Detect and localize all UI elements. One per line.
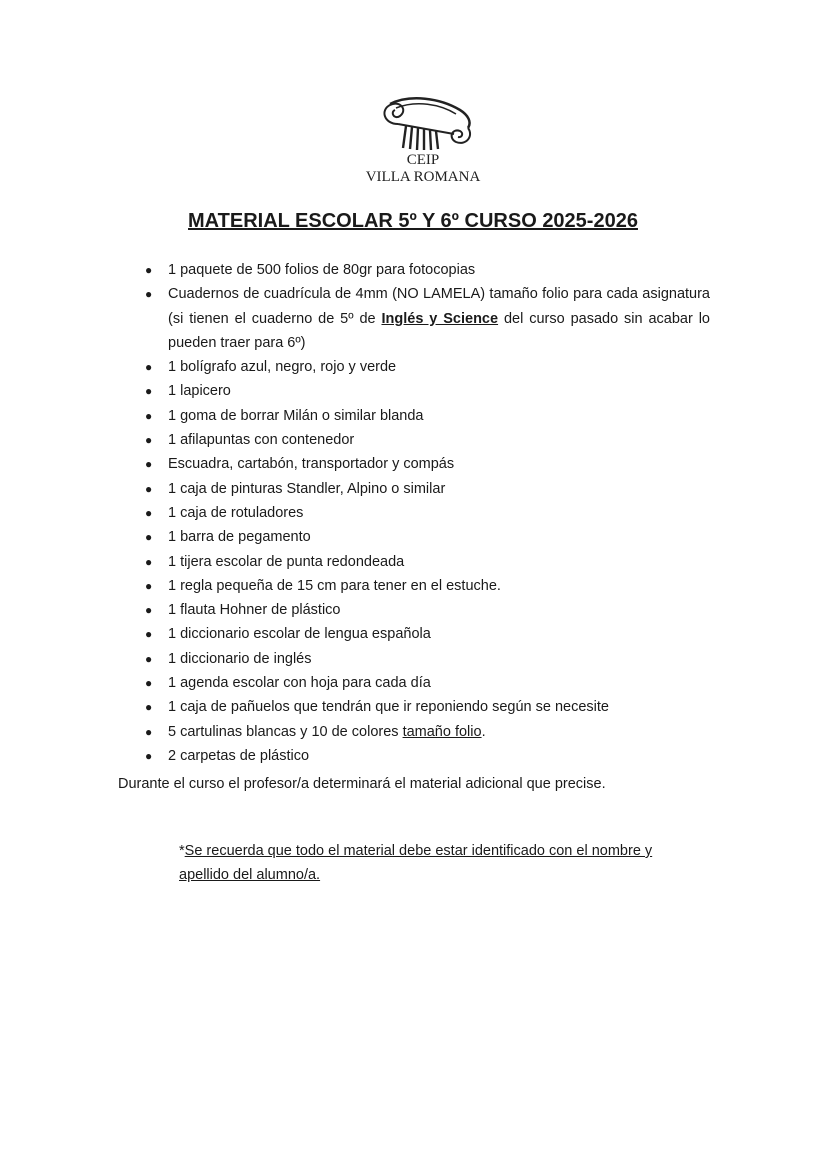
list-item: ● 1 barra de pegamento: [168, 525, 710, 549]
school-logo: [365, 96, 481, 192]
list-item: ● 5 cartulinas blancas y 10 de colores tamaño folio.: [168, 720, 710, 744]
list-item: ● 1 caja de rotuladores: [168, 501, 710, 525]
list-item: ● 1 bolígrafo azul, negro, rojo y verde: [168, 355, 710, 379]
bullet-icon: ●: [145, 263, 153, 277]
bullet-icon: ●: [145, 408, 153, 423]
bullet-icon: ●: [145, 360, 153, 375]
list-item: ● 1 afilapuntas con contenedor: [168, 428, 710, 452]
list-item: ● 1 caja de pañuelos que tendrán que ir reponiendo según se necesite: [168, 695, 710, 719]
bullet-icon: ●: [145, 700, 153, 715]
bullet-icon: ●: [145, 384, 153, 399]
identification-reminder: *Se recuerda que todo el material debe estar identificado con el nombre y apellido del alumno/a.: [179, 843, 653, 883]
ionic-column-logo-icon: [370, 96, 480, 156]
logo-line-villa-romana: VILLA ROMANA: [365, 169, 481, 185]
bullet-icon: ●: [145, 603, 153, 618]
list-item: ● Escuadra, cartabón, transportador y compás: [168, 452, 710, 476]
logo-line-ceip: CEIP: [406, 152, 440, 168]
bullet-icon: ●: [145, 481, 153, 496]
bullet-icon: ●: [145, 530, 153, 545]
bullet-icon: ●: [145, 287, 153, 302]
materials-list: [145, 258, 710, 768]
subjects-emphasis: Inglés y Science: [381, 310, 499, 327]
bullet-icon: ●: [145, 651, 153, 666]
bullet-icon: ●: [145, 748, 153, 763]
list-item: ● Cuadernos de cuadrícula de 4mm (NO LAMELA) tamaño folio para cada asignatura (si tienen el cuaderno de 5º de Inglés y Science del curso pasado sin acabar lo pueden traer para 6º): [168, 282, 710, 355]
page-title: MATERIAL ESCOLAR 5º Y 6º CURSO 2025-2026: [188, 210, 638, 232]
list-item: ● 1 paquete de 500 folios de 80gr para fotocopias: [168, 258, 710, 282]
list-item: ● 1 flauta Hohner de plástico: [168, 598, 710, 622]
list-item: ● 1 goma de borrar Milán o similar blanda: [168, 404, 710, 428]
bullet-icon: ●: [145, 554, 153, 569]
list-item: ● 1 agenda escolar con hoja para cada día: [168, 671, 710, 695]
bullet-icon: ●: [145, 724, 153, 739]
list-item: ● 1 regla pequeña de 15 cm para tener en el estuche.: [168, 574, 710, 598]
bullet-icon: ●: [145, 578, 153, 593]
bullet-icon: ●: [145, 627, 153, 642]
list-item: ● 1 lapicero: [168, 379, 710, 403]
bullet-icon: ●: [145, 457, 153, 472]
bullet-icon: ●: [145, 433, 153, 448]
list-item: ● 2 carpetas de plástico: [168, 744, 710, 768]
list-item: ● 1 caja de pinturas Standler, Alpino o similar: [168, 477, 710, 501]
list-item: ● 1 tijera escolar de punta redondeada: [168, 550, 710, 574]
bullet-icon: ●: [145, 505, 153, 520]
folio-size-underlined: tamaño folio: [402, 723, 482, 740]
additional-material-note: Durante el curso el profesor/a determinará el material adicional que precise.: [118, 776, 606, 792]
bullet-icon: ●: [145, 676, 153, 691]
list-item: ● 1 diccionario escolar de lengua española: [168, 622, 710, 646]
list-item: ● 1 diccionario de inglés: [168, 647, 710, 671]
